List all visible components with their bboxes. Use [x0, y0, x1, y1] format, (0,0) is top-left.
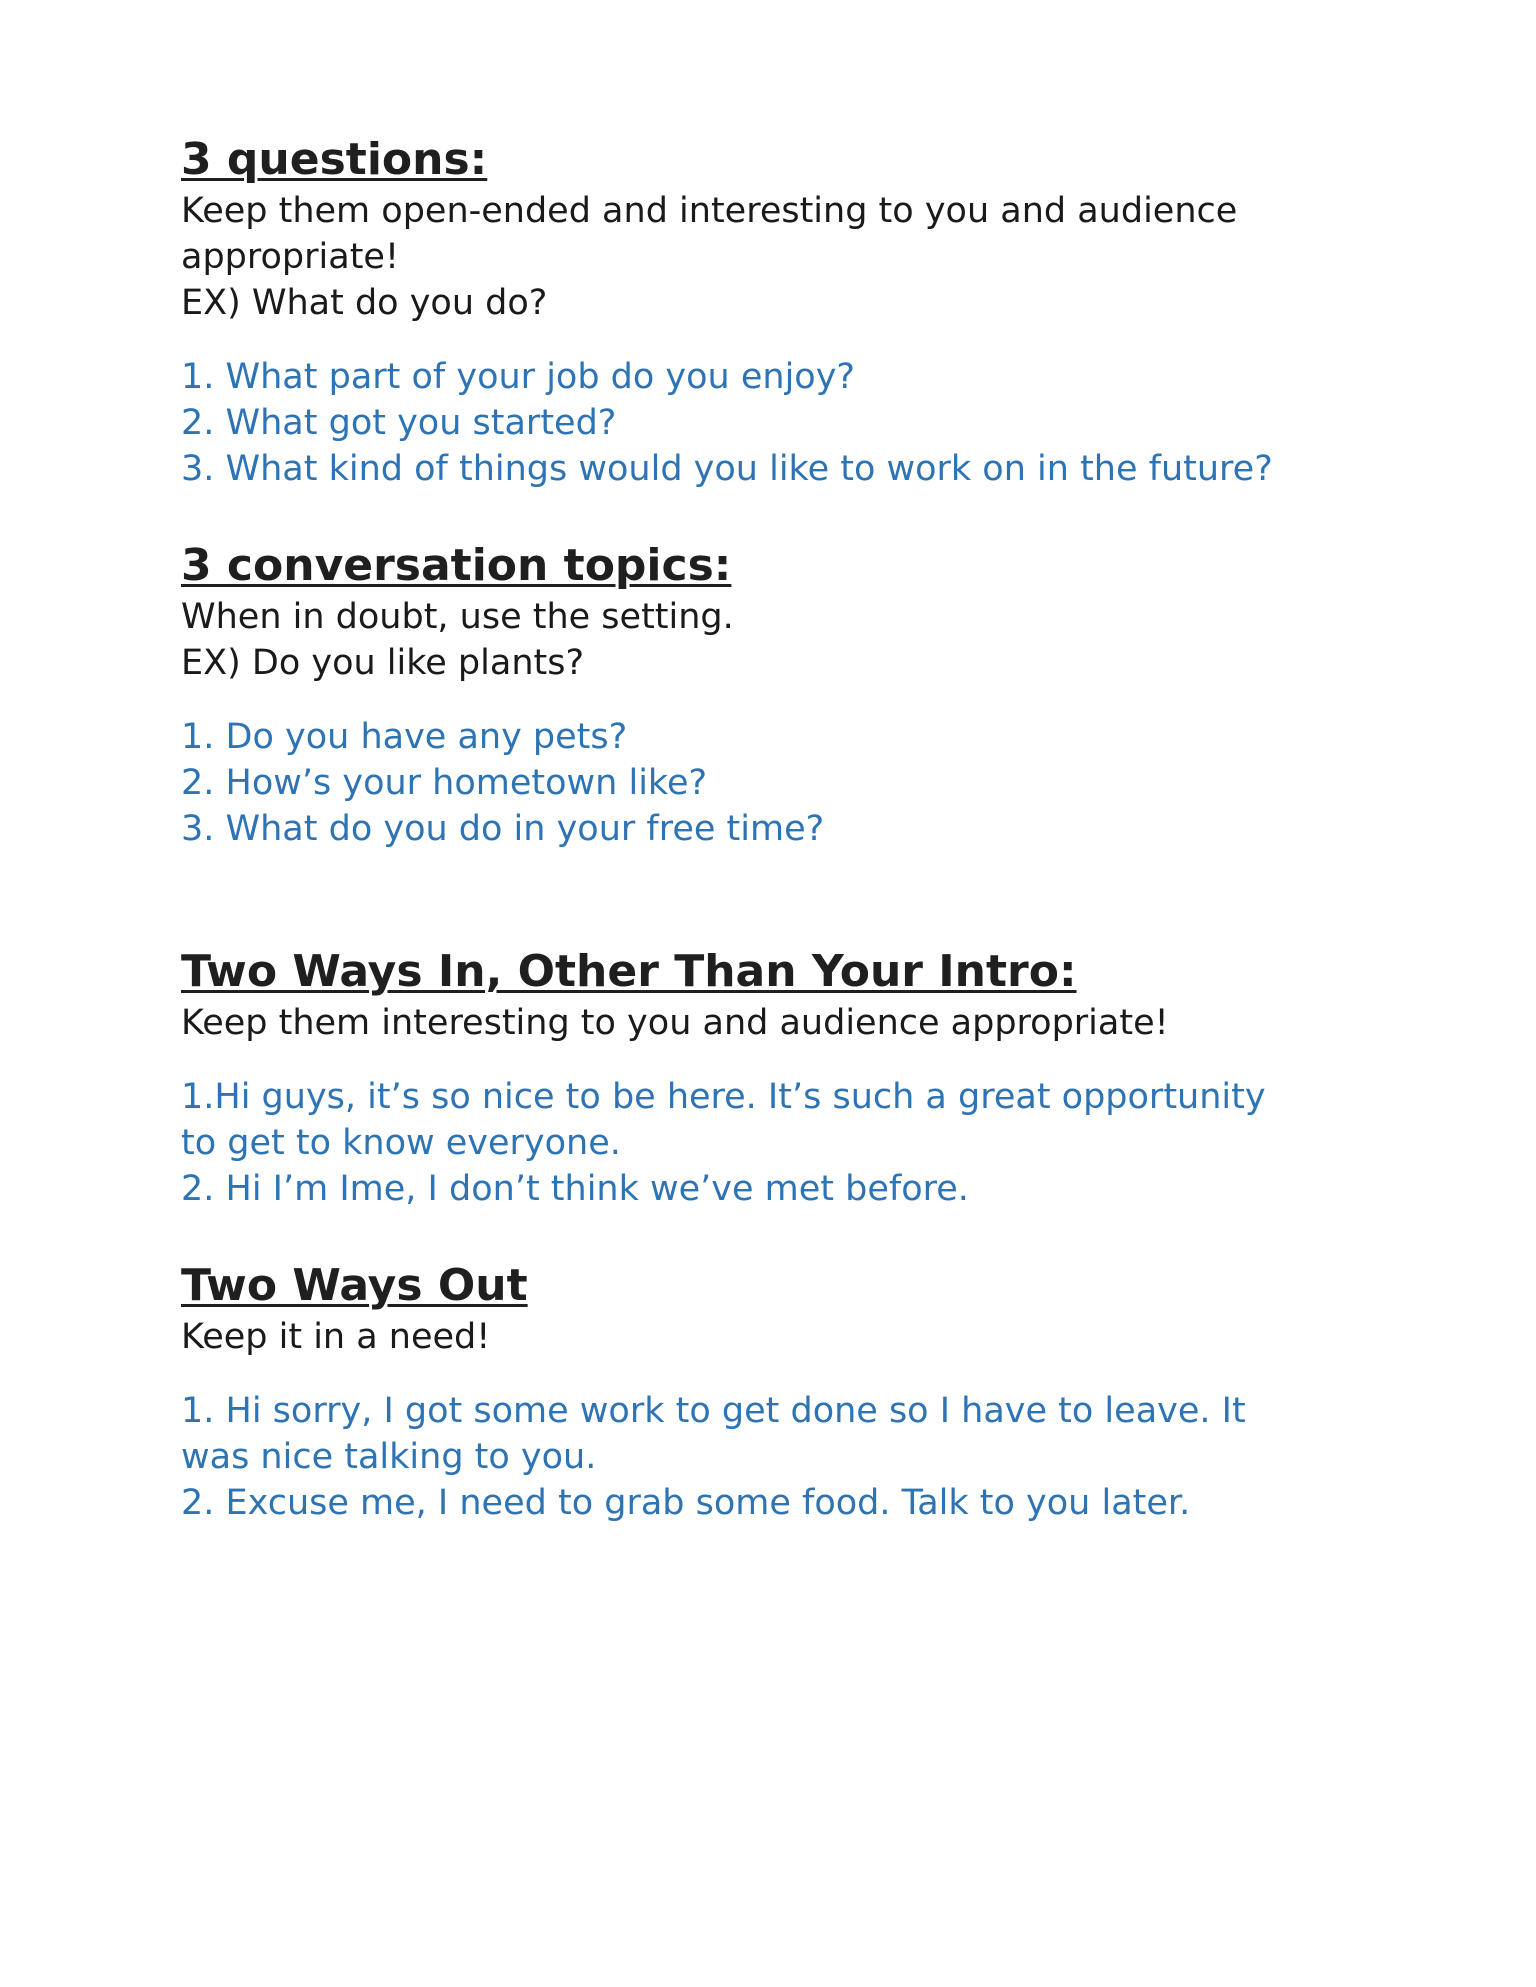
section-heading: Two Ways Out [181, 1260, 528, 1311]
spacer [181, 1046, 1381, 1074]
document-page [181, 132, 1381, 1526]
spacer [181, 686, 1381, 714]
intro-line: When in doubt, use the setting. [181, 597, 734, 637]
list-item: 2. Hi I’m Ime, I don’t think we’ve met before. [181, 1169, 969, 1209]
list-item: to get to know everyone. [181, 1123, 621, 1163]
section-heading: 3 questions: [181, 134, 488, 185]
section-heading: 3 conversation topics: [181, 540, 732, 591]
section-heading: Two Ways In, Other Than Your Intro: [181, 946, 1077, 997]
list-item: 2. What got you started? [181, 403, 617, 443]
intro-line: appropriate! [181, 237, 399, 277]
section-ways-out [181, 1258, 1381, 1526]
section-ways-in [181, 944, 1381, 1212]
intro-line: Keep them open-ended and interesting to you and audience [181, 191, 1238, 231]
spacer [181, 492, 1381, 538]
list-item: 2. Excuse me, I need to grab some food. Talk to you later. [181, 1483, 1191, 1523]
list-item: 1. Hi sorry, I got some work to get done so I have to leave. It [181, 1391, 1246, 1431]
section-conversation-topics [181, 538, 1381, 852]
intro-line: EX) Do you like plants? [181, 643, 585, 683]
list-item: 1. What part of your job do you enjoy? [181, 357, 856, 397]
list-item: 1. Do you have any pets? [181, 717, 628, 757]
list-item: 2. How’s your hometown like? [181, 763, 708, 803]
intro-line: EX) What do you do? [181, 283, 548, 323]
list-item: 3. What do you do in your free time? [181, 809, 825, 849]
section-questions [181, 132, 1381, 492]
intro-line: Keep them interesting to you and audience appropriate! [181, 1003, 1169, 1043]
spacer [181, 852, 1381, 944]
list-item: 3. What kind of things would you like to work on in the future? [181, 449, 1273, 489]
spacer [181, 1212, 1381, 1258]
spacer [181, 1360, 1381, 1388]
list-item: 1.Hi guys, it’s so nice to be here. It’s such a great opportunity [181, 1077, 1266, 1117]
spacer [181, 326, 1381, 354]
list-item: was nice talking to you. [181, 1437, 597, 1477]
intro-line: Keep it in a need! [181, 1317, 491, 1357]
